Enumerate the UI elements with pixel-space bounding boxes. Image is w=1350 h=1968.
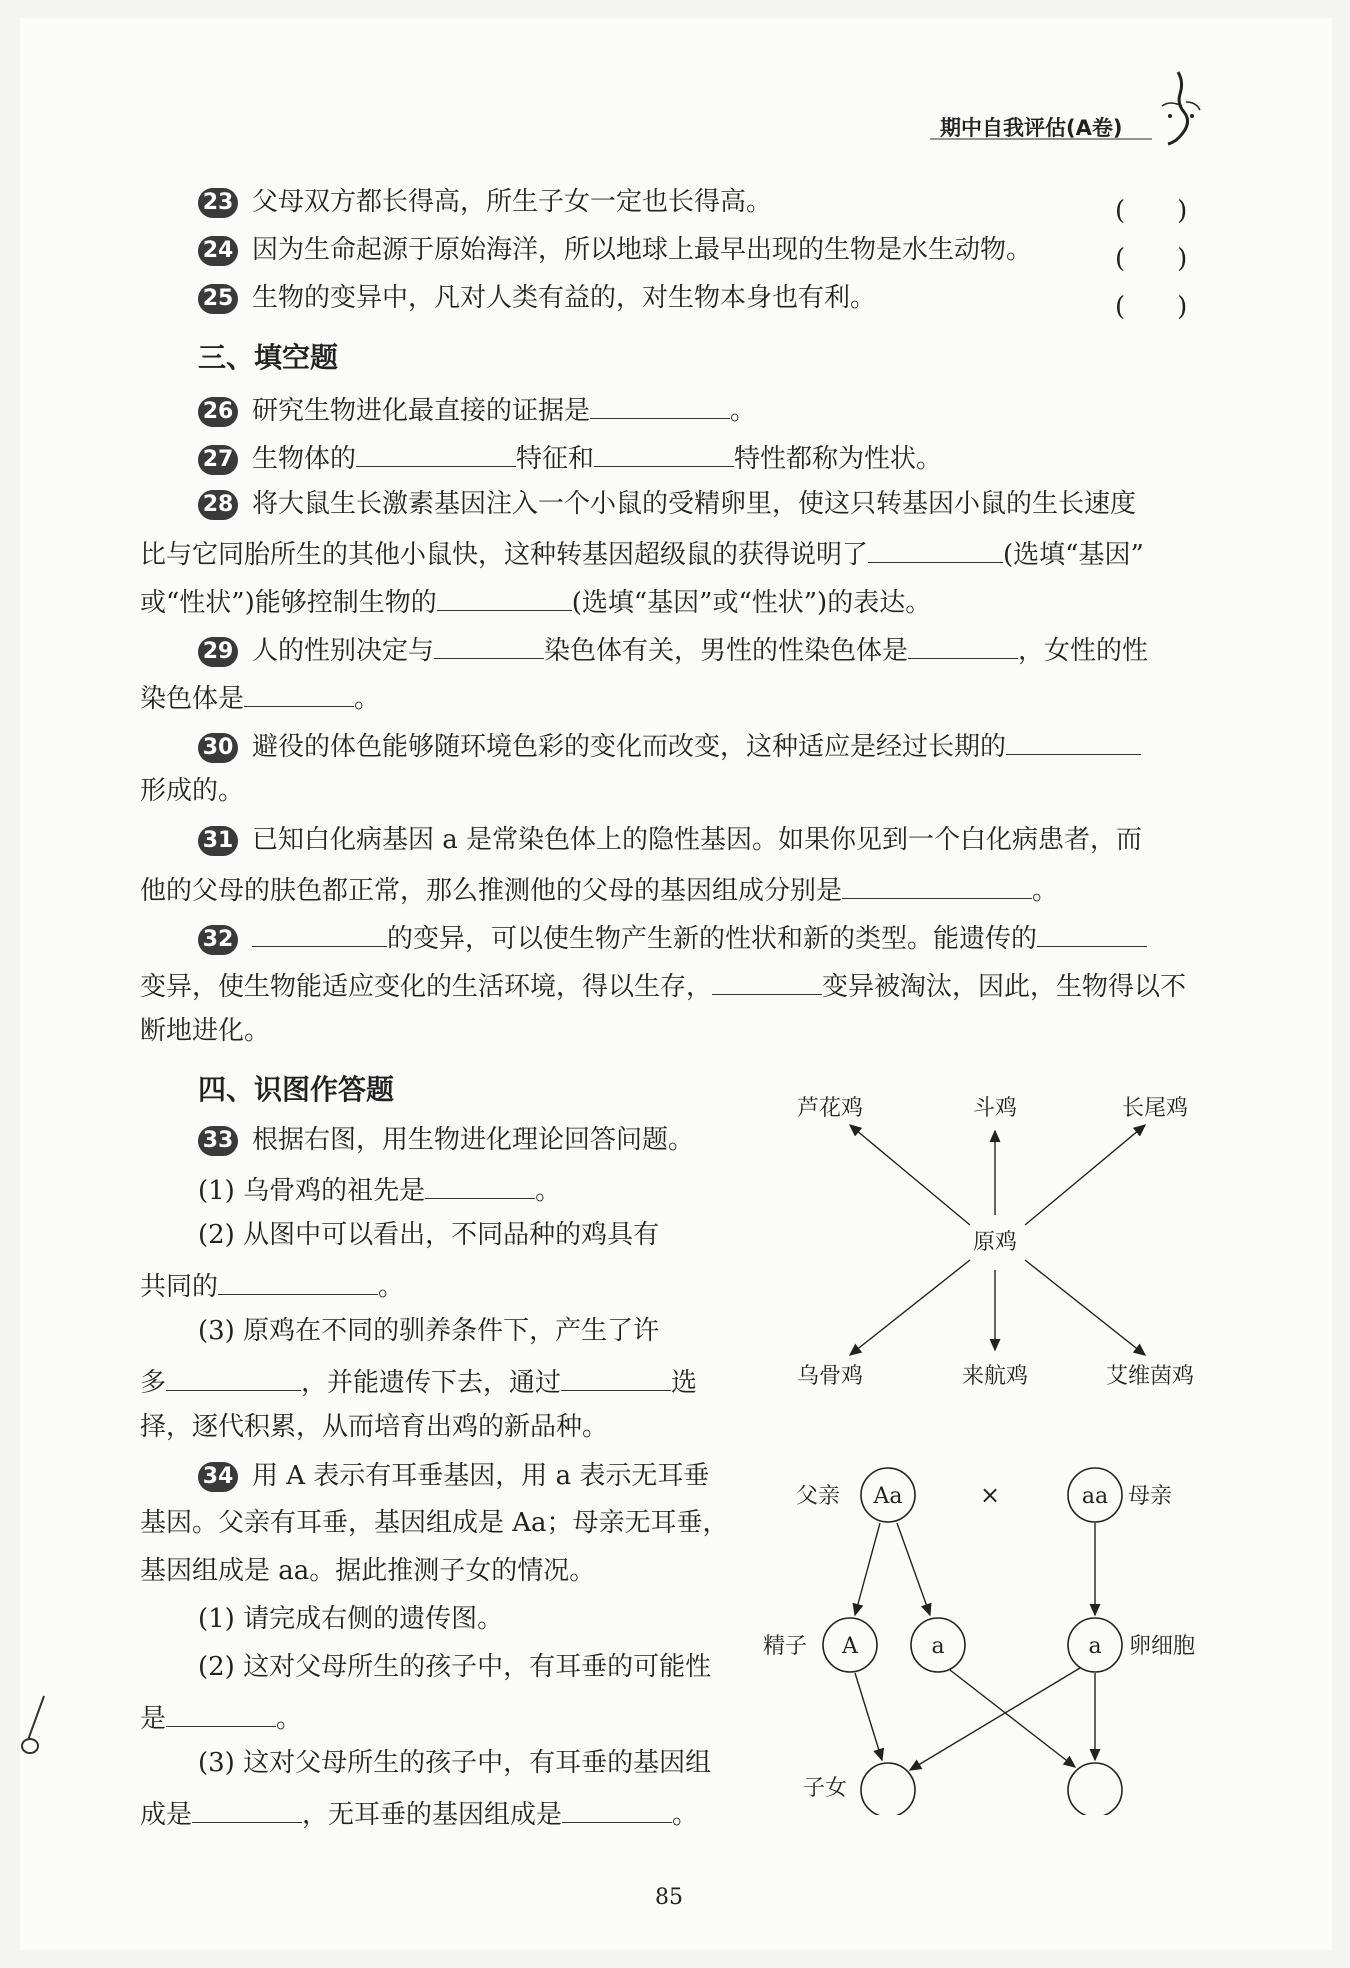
- breed-label: 芦花鸡: [796, 1096, 864, 1121]
- question-33-part3-line2: [140, 1366, 697, 1396]
- mother-label: 母亲: [1127, 1484, 1173, 1509]
- question-number: 28: [198, 490, 238, 520]
- question-31-line2: [140, 874, 1058, 904]
- question-text: 特征和: [516, 444, 595, 474]
- question-29: [198, 634, 1148, 667]
- answer-blank[interactable]: [434, 634, 544, 659]
- answer-blank[interactable]: [590, 394, 730, 419]
- question-text: 多: [140, 1368, 167, 1398]
- question-number: 31: [198, 826, 238, 856]
- question-30-line2: 形成的。: [140, 776, 245, 806]
- chicken-breed-diagram: [770, 1085, 1210, 1415]
- egg-label: 卵细胞: [1128, 1634, 1196, 1659]
- question-29-line2: [140, 682, 380, 712]
- answer-blank[interactable]: [244, 682, 354, 707]
- question-34: [198, 1462, 709, 1492]
- child-circle[interactable]: [861, 1763, 915, 1815]
- arrow-line: [850, 1125, 970, 1225]
- question-text: 用 A 表示有耳垂基因，用 a 表示无耳垂: [252, 1461, 710, 1491]
- question-text: 成是: [140, 1800, 193, 1830]
- question-34-part2-line2: [140, 1702, 302, 1732]
- question-text: (选填“基因”或“性状”)的表达。: [571, 588, 932, 618]
- arrow-line: [910, 1668, 1080, 1770]
- question-32-line2: [140, 970, 1186, 1000]
- answer-blank[interactable]: [166, 1366, 301, 1391]
- question-33-part3: (3) 原鸡在不同的驯养条件下，产生了许: [198, 1316, 660, 1346]
- question-number: 33: [198, 1126, 238, 1156]
- answer-blank[interactable]: [356, 442, 516, 467]
- children-label: 子女: [802, 1776, 848, 1801]
- question-34-line2: 基因。父亲有耳垂，基因组成是 Aa；母亲无耳垂，: [140, 1508, 729, 1538]
- question-text: 根据右图，用生物进化理论回答问题。: [252, 1125, 695, 1155]
- question-text: 的变异，可以使生物产生新的性状和新的类型。能遗传的: [387, 924, 1038, 954]
- question-text: 是: [140, 1704, 167, 1734]
- question-number: 34: [198, 1462, 238, 1492]
- question-28-line3: [140, 586, 931, 616]
- question-33-part2: (2) 从图中可以看出，不同品种的鸡具有: [198, 1220, 660, 1250]
- question-30: [198, 730, 1141, 763]
- question-text: 选: [671, 1368, 698, 1398]
- mother-genotype: aa: [1081, 1484, 1109, 1509]
- breed-label: 来航鸡: [961, 1364, 1029, 1389]
- answer-parentheses[interactable]: ( ): [1115, 244, 1188, 274]
- question-text: 他的父母的肤色都正常，那么推测他的父母的基因组成分别是: [140, 876, 843, 906]
- question-number: 24: [198, 236, 238, 266]
- question-33-part2-line2: [140, 1270, 404, 1300]
- answer-blank[interactable]: [842, 874, 1032, 899]
- header-ornament-icon: [1150, 62, 1210, 152]
- arrow-line: [850, 1260, 970, 1355]
- question-text: 特性都称为性状。: [734, 444, 943, 474]
- father-genotype: Aa: [873, 1484, 903, 1509]
- question-33-part3-line3: 择，逐代积累，从而培育出鸡的新品种。: [140, 1412, 609, 1442]
- arrow-line: [950, 1670, 1075, 1767]
- answer-blank[interactable]: [1037, 922, 1147, 947]
- question-text: 变异，使生物能适应变化的生活环境，得以生存，: [140, 972, 713, 1002]
- question-33-part1: [198, 1174, 561, 1204]
- question-number: 27: [198, 445, 238, 475]
- question-number: 23: [198, 188, 238, 218]
- breed-label: 艾维茵鸡: [1105, 1364, 1195, 1389]
- question-28-line2: [140, 538, 1144, 568]
- answer-blank[interactable]: [594, 442, 734, 467]
- answer-blank[interactable]: [218, 1270, 378, 1295]
- question-text: 或“性状”)能够控制生物的: [140, 588, 437, 618]
- answer-blank[interactable]: [868, 538, 1003, 563]
- question-34-part2: (2) 这对父母所生的孩子中，有耳垂的可能性: [198, 1652, 712, 1682]
- page-header-title: 期中自我评估(A卷): [940, 116, 1123, 140]
- question-text: 。: [1032, 876, 1059, 906]
- father-label: 父亲: [795, 1484, 841, 1509]
- question-23: [198, 188, 772, 218]
- question-text: ，女性的性: [1018, 636, 1149, 666]
- arrow-line: [1025, 1260, 1145, 1355]
- breed-label: 斗鸡: [972, 1096, 1018, 1121]
- answer-parentheses[interactable]: ( ): [1115, 196, 1188, 226]
- question-number: 25: [198, 284, 238, 314]
- question-text: 将大鼠生长激素基因注入一个小鼠的受精卵里，使这只转基因小鼠的生长速度: [252, 489, 1137, 519]
- answer-blank[interactable]: [561, 1366, 671, 1391]
- question-24: [198, 236, 1032, 266]
- breed-label: 乌骨鸡: [796, 1364, 864, 1389]
- arrow-line: [855, 1523, 880, 1615]
- answer-blank[interactable]: [252, 922, 387, 947]
- child-circle[interactable]: [1068, 1763, 1122, 1815]
- question-number: 29: [198, 637, 238, 667]
- question-text: 研究生物进化最直接的证据是: [252, 396, 591, 426]
- question-text: 因为生命起源于原始海洋，所以地球上最早出现的生物是水生动物。: [252, 235, 1033, 265]
- question-text: 染色体有关，男性的性染色体是: [544, 636, 909, 666]
- question-32: [198, 922, 1147, 955]
- page-number: 85: [655, 1885, 683, 1910]
- question-25: [198, 284, 876, 314]
- question-number: 26: [198, 397, 238, 427]
- arrow-line: [1025, 1125, 1145, 1225]
- question-text: ，并能遗传下去，通过: [301, 1368, 562, 1398]
- answer-blank[interactable]: [908, 634, 1018, 659]
- inheritance-diagram: [750, 1455, 1220, 1815]
- question-text: 生物体的: [252, 444, 357, 474]
- question-text: 避役的体色能够随环境色彩的变化而改变，这种适应是经过长期的: [252, 732, 1007, 762]
- question-31: [198, 826, 1142, 856]
- answer-blank[interactable]: [166, 1702, 276, 1727]
- question-text: 比与它同胎所生的其他小鼠快，这种转基因超级鼠的获得说明了: [140, 540, 869, 570]
- answer-blank[interactable]: [437, 586, 572, 611]
- header-rule: [930, 136, 1160, 142]
- answer-blank[interactable]: [192, 1798, 302, 1823]
- question-27: [198, 442, 942, 475]
- question-33: [198, 1126, 694, 1156]
- cross-symbol: ×: [979, 1481, 1001, 1509]
- question-number: 30: [198, 733, 238, 763]
- section-title: 四、识图作答题: [198, 1073, 395, 1106]
- question-34-line3: 基因组成是 aa。据此推测子女的情况。: [140, 1556, 596, 1586]
- question-26: [198, 394, 756, 427]
- question-text: 人的性别决定与: [252, 636, 435, 666]
- arrow-line: [855, 1673, 882, 1760]
- question-text: 染色体是: [140, 684, 245, 714]
- sperm-label: 精子: [762, 1634, 808, 1659]
- question-text: 。: [535, 1176, 562, 1206]
- question-text: 。: [378, 1272, 405, 1302]
- arrow-line: [897, 1523, 930, 1615]
- sperm-genotype: A: [842, 1634, 858, 1659]
- answer-parentheses[interactable]: ( ): [1115, 292, 1188, 322]
- answer-blank[interactable]: [562, 1798, 672, 1823]
- question-34-part1: (1) 请完成右侧的遗传图。: [198, 1604, 504, 1634]
- sperm-genotype: a: [931, 1634, 945, 1659]
- answer-blank[interactable]: [425, 1174, 535, 1199]
- section-title: 三、填空题: [198, 341, 339, 374]
- question-text: 。: [730, 396, 757, 426]
- question-text: 。: [672, 1800, 699, 1830]
- question-28: [198, 490, 1136, 520]
- question-text: 共同的: [140, 1272, 219, 1302]
- question-text: 生物的变异中，凡对人类有益的，对生物本身也有利。: [252, 283, 877, 313]
- ancestor-label: 原鸡: [972, 1230, 1018, 1255]
- question-text: 父母双方都长得高，所生子女一定也长得高。: [252, 187, 773, 217]
- egg-genotype: a: [1088, 1634, 1102, 1659]
- question-text: 已知白化病基因 a 是常染色体上的隐性基因。如果你见到一个白化病患者，而: [252, 825, 1143, 855]
- question-32-line3: 断地进化。: [140, 1016, 271, 1046]
- answer-blank[interactable]: [712, 970, 822, 995]
- pencil-mark-icon: [14, 1690, 54, 1760]
- question-34-part3: (3) 这对父母所生的孩子中，有耳垂的基因组: [198, 1748, 712, 1778]
- question-34-part3-line2: [140, 1798, 698, 1828]
- question-text: 。: [276, 1704, 303, 1734]
- question-text: (选填“基因”: [1003, 540, 1144, 570]
- question-text: 。: [354, 684, 381, 714]
- answer-blank[interactable]: [1006, 730, 1141, 755]
- question-number: 32: [198, 925, 238, 955]
- question-text: ，无耳垂的基因组成是: [302, 1800, 563, 1830]
- breed-label: 长尾鸡: [1121, 1096, 1189, 1121]
- question-text: 变异被淘汰，因此，生物得以不: [822, 972, 1187, 1002]
- question-text: (1) 乌骨鸡的祖先是: [198, 1176, 426, 1206]
